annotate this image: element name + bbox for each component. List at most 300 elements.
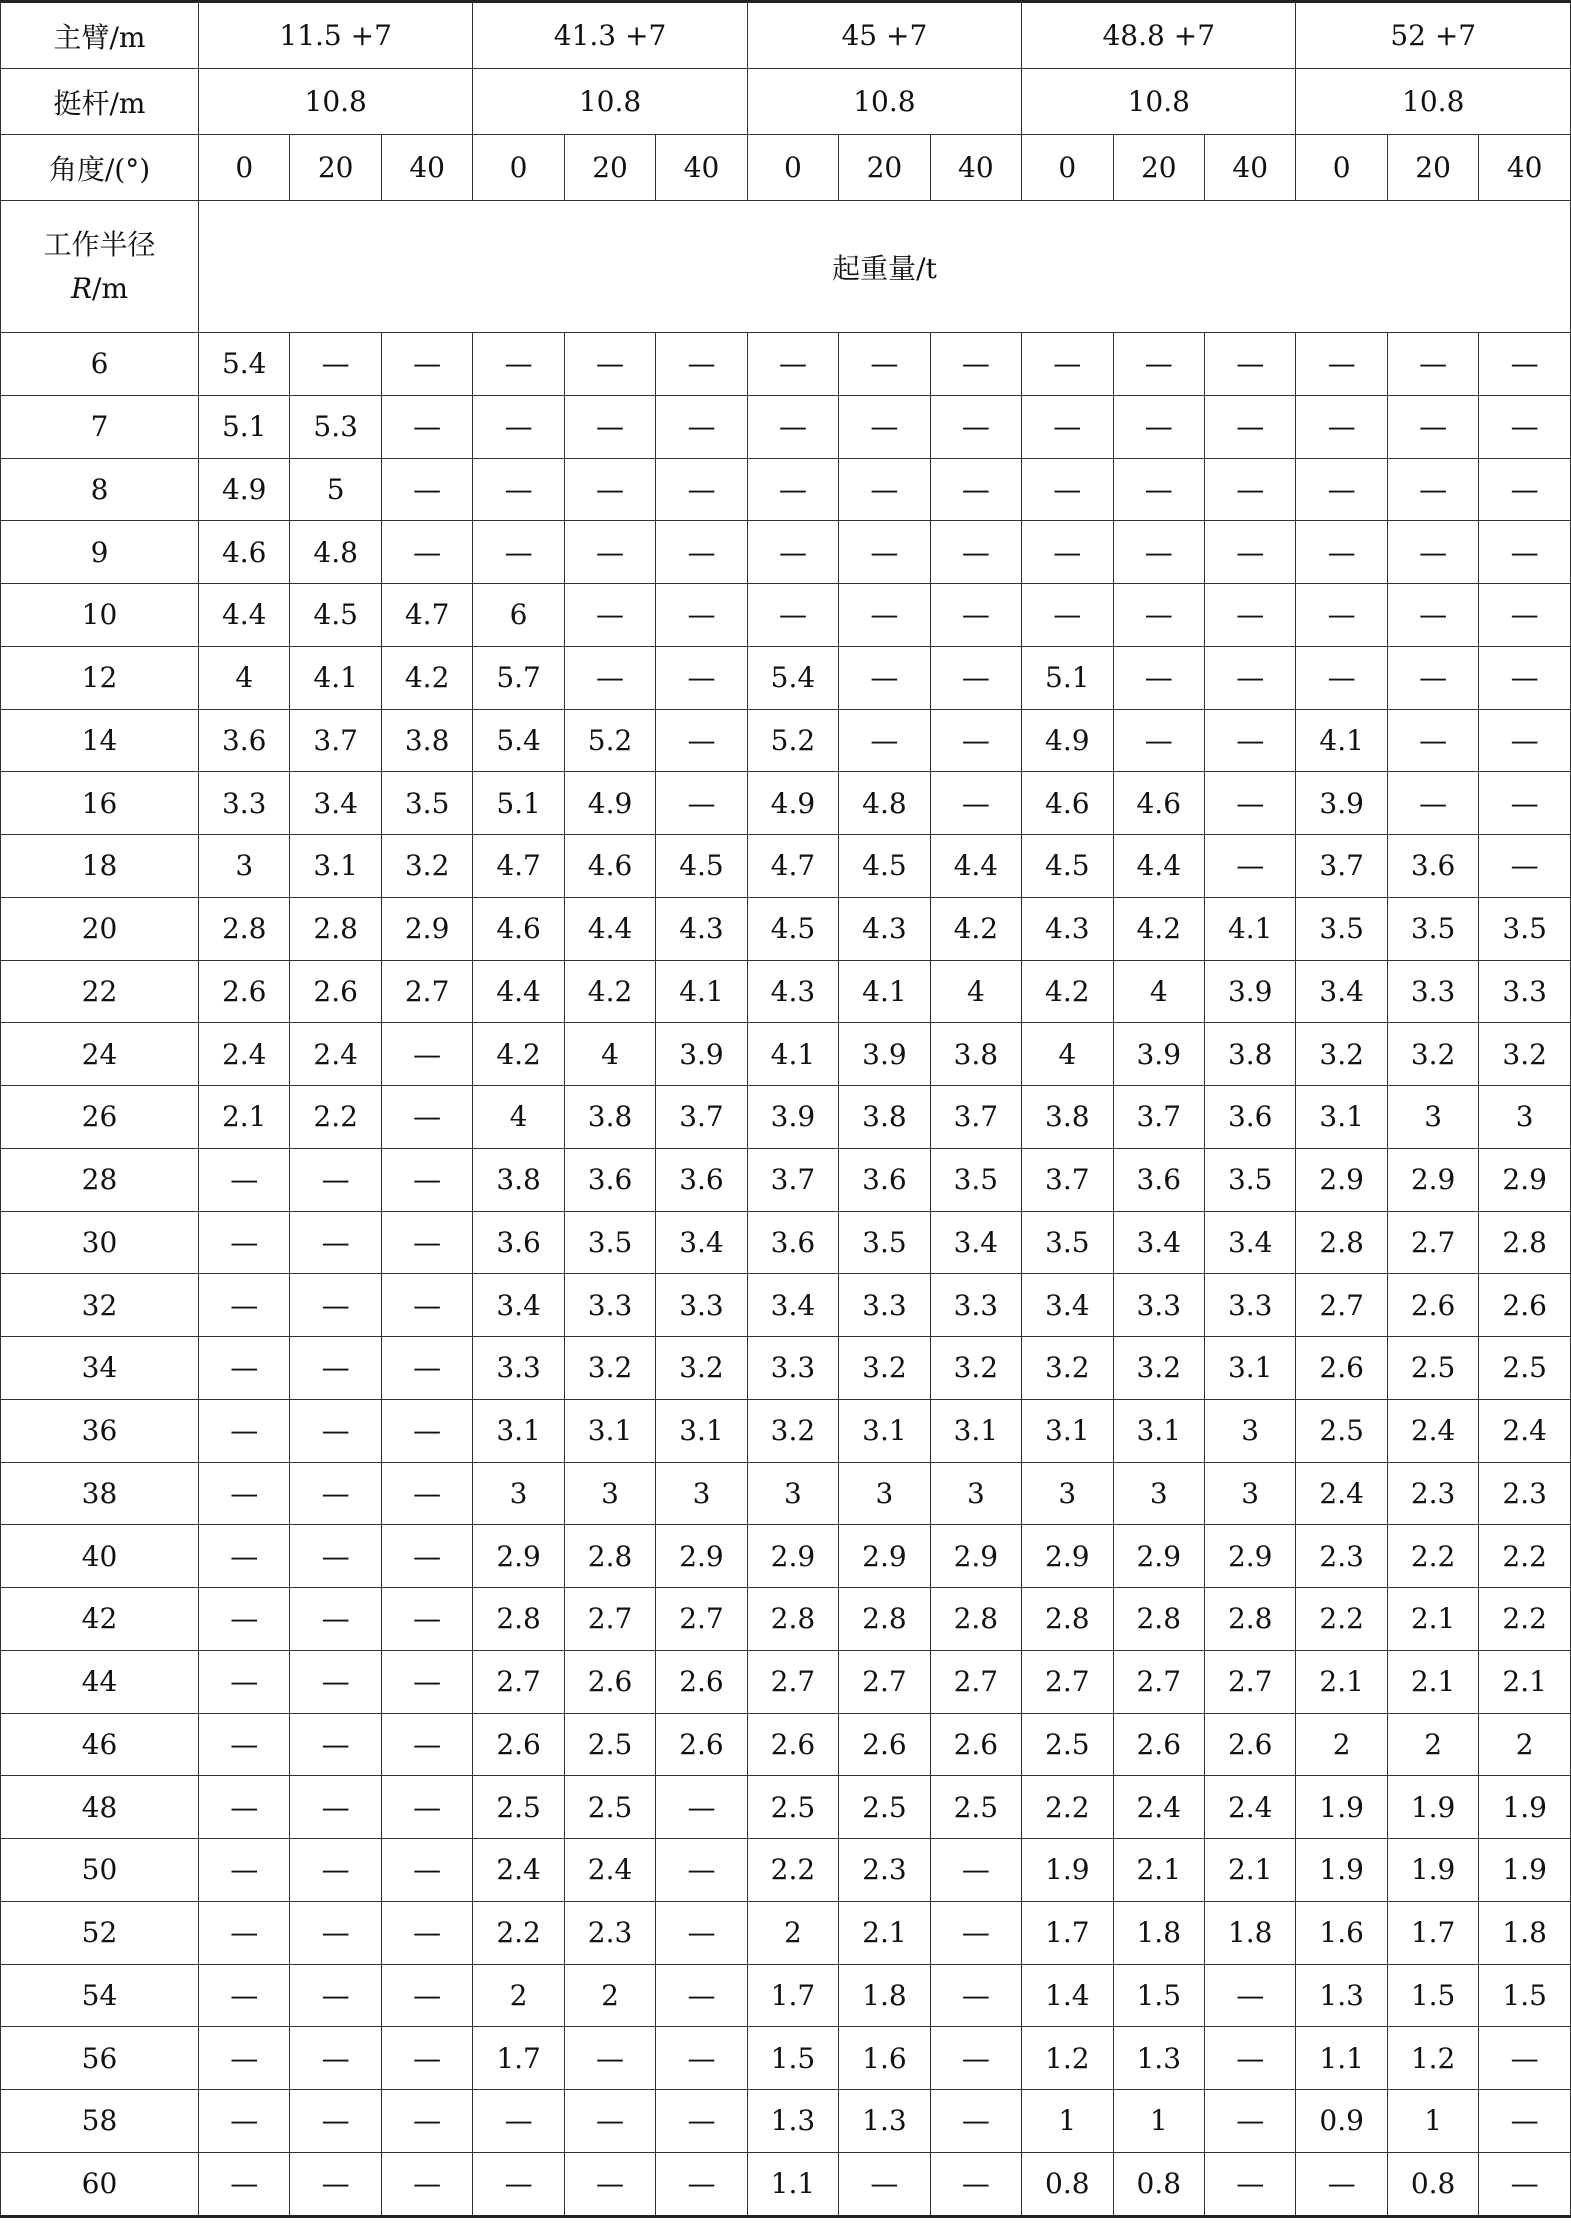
capacity-cell: — xyxy=(839,333,930,396)
capacity-cell: — xyxy=(1479,333,1571,396)
capacity-cell: — xyxy=(839,646,930,709)
capacity-cell: 3.6 xyxy=(839,1148,930,1211)
table-row xyxy=(1,897,1571,960)
capacity-cell: 4.6 xyxy=(1113,772,1204,835)
table-row xyxy=(1,772,1571,835)
capacity-cell: — xyxy=(656,584,747,647)
capacity-cell: 4.7 xyxy=(747,835,838,898)
capacity-cell: 3 xyxy=(199,835,290,898)
capacity-cell: 4.5 xyxy=(747,897,838,960)
angle-header-row xyxy=(1,135,1571,201)
capacity-cell: 4.1 xyxy=(1204,897,1295,960)
capacity-cell: — xyxy=(473,521,564,584)
table-row xyxy=(1,395,1571,458)
capacity-cell: — xyxy=(656,772,747,835)
capacity-cell: 1.6 xyxy=(839,2027,930,2090)
capacity-cell: 3.6 xyxy=(473,1211,564,1274)
table-row xyxy=(1,521,1571,584)
capacity-cell: 0.8 xyxy=(1022,2152,1113,2216)
capacity-cell: 4 xyxy=(1022,1023,1113,1086)
capacity-cell: — xyxy=(381,1901,472,1964)
capacity-cell: 2 xyxy=(747,1901,838,1964)
radius-cell: 6 xyxy=(1,333,199,396)
capacity-cell: 1.5 xyxy=(747,2027,838,2090)
capacity-cell: 2.1 xyxy=(1113,1839,1204,1902)
main-boom-header-row xyxy=(1,2,1571,69)
capacity-cell: — xyxy=(381,1839,472,1902)
capacity-cell: 3.1 xyxy=(564,1399,655,1462)
capacity-cell: — xyxy=(1113,395,1204,458)
radius-cell: 44 xyxy=(1,1650,199,1713)
table-row xyxy=(1,1964,1571,2027)
capacity-cell: — xyxy=(381,2090,472,2153)
capacity-cell: — xyxy=(290,1650,381,1713)
capacity-cell: 1.8 xyxy=(1479,1901,1571,1964)
capacity-cell: 3.1 xyxy=(1204,1337,1295,1400)
capacity-cell: 2.6 xyxy=(199,960,290,1023)
capacity-cell: 3.6 xyxy=(747,1211,838,1274)
capacity-cell: 2.7 xyxy=(839,1650,930,1713)
radius-cell: 8 xyxy=(1,458,199,521)
angle-value: 40 xyxy=(1479,135,1571,201)
capacity-cell: 2.9 xyxy=(1113,1525,1204,1588)
main-boom-value-3: 45 +7 xyxy=(747,2,1021,69)
capacity-cell: 3.7 xyxy=(290,709,381,772)
capacity-cell: — xyxy=(473,2152,564,2216)
capacity-cell: 3.3 xyxy=(1387,960,1478,1023)
capacity-cell: — xyxy=(1387,584,1478,647)
capacity-cell: — xyxy=(199,1462,290,1525)
capacity-cell: — xyxy=(839,458,930,521)
capacity-cell: 4.1 xyxy=(1296,709,1387,772)
capacity-cell: 2.5 xyxy=(473,1776,564,1839)
table-row xyxy=(1,1901,1571,1964)
capacity-cell: 1.7 xyxy=(747,1964,838,2027)
capacity-cell: 3.9 xyxy=(1113,1023,1204,1086)
capacity-cell: 2.3 xyxy=(839,1839,930,1902)
capacity-cell: 3.1 xyxy=(1296,1086,1387,1149)
capacity-cell: 3.3 xyxy=(1204,1274,1295,1337)
capacity-cell: — xyxy=(930,2152,1021,2216)
capacity-cell: 2.5 xyxy=(564,1713,655,1776)
capacity-cell: — xyxy=(1479,2027,1571,2090)
radius-cell: 40 xyxy=(1,1525,199,1588)
capacity-cell: — xyxy=(473,2090,564,2153)
capacity-cell: — xyxy=(839,521,930,584)
capacity-cell: 3.3 xyxy=(473,1337,564,1400)
capacity-cell: 4.4 xyxy=(930,835,1021,898)
capacity-cell: — xyxy=(1479,772,1571,835)
radius-capacity-header-row xyxy=(1,201,1571,333)
capacity-cell: — xyxy=(656,646,747,709)
capacity-cell: 2.2 xyxy=(290,1086,381,1149)
capacity-cell: — xyxy=(290,1399,381,1462)
capacity-cell: 3.7 xyxy=(656,1086,747,1149)
capacity-cell: — xyxy=(930,395,1021,458)
radius-cell: 20 xyxy=(1,897,199,960)
capacity-cell: 4.7 xyxy=(381,584,472,647)
capacity-cell: — xyxy=(199,2090,290,2153)
table-row xyxy=(1,333,1571,396)
capacity-cell: 3.5 xyxy=(564,1211,655,1274)
radius-cell: 46 xyxy=(1,1713,199,1776)
capacity-cell: 3.6 xyxy=(1387,835,1478,898)
capacity-cell: 2 xyxy=(1296,1713,1387,1776)
capacity-cell: 2.6 xyxy=(656,1650,747,1713)
capacity-cell: — xyxy=(1296,458,1387,521)
capacity-cell: — xyxy=(1022,584,1113,647)
capacity-cell: 3.5 xyxy=(839,1211,930,1274)
capacity-cell: 2.1 xyxy=(1387,1650,1478,1713)
capacity-cell: 3.5 xyxy=(381,772,472,835)
radius-cell: 34 xyxy=(1,1337,199,1400)
capacity-cell: — xyxy=(1479,395,1571,458)
capacity-cell: 2.1 xyxy=(199,1086,290,1149)
capacity-cell: 1.6 xyxy=(1296,1901,1387,1964)
capacity-cell: 3.4 xyxy=(1022,1274,1113,1337)
capacity-cell: — xyxy=(656,1776,747,1839)
capacity-cell: 3 xyxy=(1204,1399,1295,1462)
radius-label xyxy=(1,201,199,333)
capacity-cell: 2.6 xyxy=(1296,1337,1387,1400)
capacity-cell: — xyxy=(1204,458,1295,521)
capacity-cell: 4.2 xyxy=(473,1023,564,1086)
capacity-cell: 5.4 xyxy=(473,709,564,772)
capacity-cell: 2.1 xyxy=(1479,1650,1571,1713)
capacity-cell: 2.4 xyxy=(1113,1776,1204,1839)
capacity-cell: 3.3 xyxy=(747,1337,838,1400)
capacity-cell: 1.9 xyxy=(1479,1776,1571,1839)
angle-value: 0 xyxy=(1296,135,1387,201)
capacity-cell: 1.4 xyxy=(1022,1964,1113,2027)
radius-label-line2 xyxy=(1,267,198,310)
capacity-cell: 2.7 xyxy=(1022,1650,1113,1713)
capacity-cell: — xyxy=(1022,521,1113,584)
capacity-cell: 1.8 xyxy=(1204,1901,1295,1964)
capacity-cell: 3.7 xyxy=(1296,835,1387,898)
main-boom-value-1: 11.5 +7 xyxy=(199,2,473,69)
capacity-cell: 1.3 xyxy=(839,2090,930,2153)
capacity-cell: 2.9 xyxy=(1204,1525,1295,1588)
capacity-cell: 3.2 xyxy=(747,1399,838,1462)
capacity-cell: 5.7 xyxy=(473,646,564,709)
capacity-cell: — xyxy=(381,1588,472,1651)
capacity-cell: — xyxy=(930,1839,1021,1902)
capacity-cell: — xyxy=(381,521,472,584)
capacity-cell: 4.2 xyxy=(564,960,655,1023)
capacity-cell: — xyxy=(1479,2152,1571,2216)
capacity-cell: 4 xyxy=(473,1086,564,1149)
capacity-cell: 2.7 xyxy=(564,1588,655,1651)
capacity-cell: 4.5 xyxy=(839,835,930,898)
capacity-cell: 2.7 xyxy=(1113,1650,1204,1713)
radius-symbol: R xyxy=(70,271,93,305)
capacity-cell: — xyxy=(564,521,655,584)
capacity-cell: — xyxy=(656,2090,747,2153)
capacity-cell: 2.7 xyxy=(1204,1650,1295,1713)
capacity-cell: — xyxy=(564,646,655,709)
table-row xyxy=(1,1274,1571,1337)
capacity-cell: 2.3 xyxy=(564,1901,655,1964)
capacity-cell: — xyxy=(1296,395,1387,458)
capacity-cell: 1.9 xyxy=(1296,1839,1387,1902)
angle-label: 角度/(°) xyxy=(1,135,199,201)
capacity-cell: 3.1 xyxy=(1022,1399,1113,1462)
capacity-cell: 2.5 xyxy=(747,1776,838,1839)
capacity-cell: 2.6 xyxy=(747,1713,838,1776)
capacity-cell: — xyxy=(1113,333,1204,396)
capacity-cell: — xyxy=(564,333,655,396)
capacity-cell: 3.3 xyxy=(564,1274,655,1337)
capacity-cell: — xyxy=(1479,458,1571,521)
capacity-cell: — xyxy=(1204,521,1295,584)
angle-value: 20 xyxy=(1113,135,1204,201)
capacity-cell: 3.6 xyxy=(199,709,290,772)
table-row xyxy=(1,1462,1571,1525)
capacity-cell: 3.8 xyxy=(473,1148,564,1211)
capacity-cell: — xyxy=(1479,584,1571,647)
capacity-cell: — xyxy=(290,1274,381,1337)
capacity-cell: — xyxy=(747,458,838,521)
capacity-cell: — xyxy=(930,646,1021,709)
capacity-cell: — xyxy=(1204,584,1295,647)
jib-value-4: 10.8 xyxy=(1022,69,1296,135)
capacity-cell: 4.3 xyxy=(1022,897,1113,960)
capacity-cell: 4.3 xyxy=(747,960,838,1023)
capacity-cell: — xyxy=(473,333,564,396)
capacity-cell: — xyxy=(199,1839,290,1902)
capacity-cell: 3.5 xyxy=(1022,1211,1113,1274)
capacity-cell: 3.5 xyxy=(1296,897,1387,960)
capacity-cell: — xyxy=(1113,458,1204,521)
capacity-cell: 2.9 xyxy=(1479,1148,1571,1211)
capacity-cell: 4.7 xyxy=(473,835,564,898)
capacity-cell: 4.4 xyxy=(473,960,564,1023)
capacity-cell: — xyxy=(1204,2027,1295,2090)
radius-unit: /m xyxy=(92,271,129,305)
capacity-cell: 2.3 xyxy=(1387,1462,1478,1525)
capacity-cell: 3.2 xyxy=(1113,1337,1204,1400)
capacity-cell: 2.8 xyxy=(564,1525,655,1588)
capacity-cell: — xyxy=(1479,835,1571,898)
capacity-cell: 1.9 xyxy=(1387,1776,1478,1839)
capacity-cell: 3.9 xyxy=(1204,960,1295,1023)
capacity-cell: 1.7 xyxy=(1022,1901,1113,1964)
capacity-cell: 1.1 xyxy=(1296,2027,1387,2090)
radius-cell: 36 xyxy=(1,1399,199,1462)
table-row xyxy=(1,1023,1571,1086)
capacity-cell: 2.5 xyxy=(1296,1399,1387,1462)
capacity-cell: 2.9 xyxy=(930,1525,1021,1588)
capacity-cell: — xyxy=(930,584,1021,647)
capacity-cell: 3.3 xyxy=(930,1274,1021,1337)
capacity-cell: 2.5 xyxy=(1022,1713,1113,1776)
capacity-cell: — xyxy=(656,458,747,521)
capacity-cell: — xyxy=(839,395,930,458)
capacity-cell: 3.2 xyxy=(1296,1023,1387,1086)
main-boom-value-2: 41.3 +7 xyxy=(473,2,747,69)
capacity-cell: — xyxy=(1387,458,1478,521)
radius-label-line1: 工作半径 xyxy=(43,228,156,262)
capacity-cell: 3.3 xyxy=(199,772,290,835)
angle-value: 40 xyxy=(381,135,472,201)
capacity-cell: — xyxy=(564,2152,655,2216)
capacity-cell: 4.6 xyxy=(564,835,655,898)
capacity-cell: — xyxy=(199,1399,290,1462)
capacity-cell: — xyxy=(199,1588,290,1651)
capacity-cell: 2 xyxy=(1387,1713,1478,1776)
capacity-cell: — xyxy=(290,1713,381,1776)
capacity-cell: — xyxy=(1387,521,1478,584)
capacity-cell: 2.1 xyxy=(1296,1650,1387,1713)
jib-value-2: 10.8 xyxy=(473,69,747,135)
capacity-cell: 2.8 xyxy=(1022,1588,1113,1651)
table-row xyxy=(1,835,1571,898)
capacity-cell: — xyxy=(381,1776,472,1839)
radius-cell: 9 xyxy=(1,521,199,584)
capacity-cell: 4.5 xyxy=(656,835,747,898)
table-row xyxy=(1,709,1571,772)
capacity-cell: 3.2 xyxy=(381,835,472,898)
capacity-cell: 1 xyxy=(1387,2090,1478,2153)
capacity-cell: 3.8 xyxy=(1204,1023,1295,1086)
capacity-cell: — xyxy=(381,1337,472,1400)
radius-cell: 52 xyxy=(1,1901,199,1964)
capacity-cell: 4.9 xyxy=(747,772,838,835)
capacity-cell: 1.1 xyxy=(747,2152,838,2216)
capacity-cell: — xyxy=(381,2152,472,2216)
capacity-cell: — xyxy=(656,521,747,584)
radius-cell: 32 xyxy=(1,1274,199,1337)
capacity-cell: 2.6 xyxy=(1479,1274,1571,1337)
capacity-cell: 3 xyxy=(1113,1462,1204,1525)
capacity-cell: 2.4 xyxy=(1387,1399,1478,1462)
capacity-cell: 2.2 xyxy=(1387,1525,1478,1588)
capacity-cell: 2.2 xyxy=(1022,1776,1113,1839)
capacity-cell: — xyxy=(1022,333,1113,396)
capacity-cell: — xyxy=(199,2027,290,2090)
capacity-cell: 3.1 xyxy=(290,835,381,898)
capacity-cell: 4.2 xyxy=(930,897,1021,960)
capacity-cell: 3.2 xyxy=(1387,1023,1478,1086)
capacity-cell: 3.7 xyxy=(930,1086,1021,1149)
capacity-cell: 2.6 xyxy=(839,1713,930,1776)
capacity-cell: 2.5 xyxy=(930,1776,1021,1839)
capacity-cell: — xyxy=(290,1525,381,1588)
capacity-cell: 1.8 xyxy=(839,1964,930,2027)
capacity-cell: 2.9 xyxy=(656,1525,747,1588)
capacity-cell: — xyxy=(747,333,838,396)
capacity-cell: 3.4 xyxy=(930,1211,1021,1274)
capacity-cell: 3.5 xyxy=(1387,897,1478,960)
capacity-cell: 2.4 xyxy=(199,1023,290,1086)
capacity-cell: 1 xyxy=(1022,2090,1113,2153)
capacity-cell: — xyxy=(1387,646,1478,709)
capacity-cell: 4.6 xyxy=(473,897,564,960)
capacity-cell: — xyxy=(381,333,472,396)
capacity-cell: — xyxy=(199,1525,290,1588)
capacity-cell: 3.5 xyxy=(1204,1148,1295,1211)
capacity-cell: 2.5 xyxy=(1479,1337,1571,1400)
capacity-cell: 2.7 xyxy=(1387,1211,1478,1274)
table-row xyxy=(1,1525,1571,1588)
capacity-cell: 3.6 xyxy=(1113,1148,1204,1211)
capacity-cell: — xyxy=(290,2152,381,2216)
angle-value: 20 xyxy=(290,135,381,201)
capacity-cell: 3.4 xyxy=(747,1274,838,1337)
capacity-cell: 1.8 xyxy=(1113,1901,1204,1964)
capacity-cell: — xyxy=(930,709,1021,772)
capacity-cell: 2.8 xyxy=(1296,1211,1387,1274)
capacity-cell: 2.6 xyxy=(656,1713,747,1776)
capacity-cell: 2.7 xyxy=(381,960,472,1023)
capacity-cell: 3 xyxy=(1387,1086,1478,1149)
capacity-cell: 3.1 xyxy=(473,1399,564,1462)
capacity-cell: 3.4 xyxy=(1113,1211,1204,1274)
radius-cell: 50 xyxy=(1,1839,199,1902)
capacity-cell: — xyxy=(1296,646,1387,709)
capacity-cell: 2.8 xyxy=(930,1588,1021,1651)
capacity-cell: 2.7 xyxy=(747,1650,838,1713)
capacity-cell: — xyxy=(1479,646,1571,709)
capacity-cell: 4.4 xyxy=(1113,835,1204,898)
capacity-cell: — xyxy=(290,1901,381,1964)
capacity-cell: 0.8 xyxy=(1387,2152,1478,2216)
capacity-cell: 2.8 xyxy=(1113,1588,1204,1651)
capacity-cell: — xyxy=(290,1588,381,1651)
capacity-cell: — xyxy=(656,1964,747,2027)
capacity-cell: 5.4 xyxy=(747,646,838,709)
capacity-cell: — xyxy=(656,333,747,396)
capacity-cell: 3.4 xyxy=(1204,1211,1295,1274)
capacity-cell: 1.2 xyxy=(1387,2027,1478,2090)
jib-header-row xyxy=(1,69,1571,135)
capacity-cell: — xyxy=(199,1964,290,2027)
capacity-cell: 2.9 xyxy=(1022,1525,1113,1588)
capacity-cell: — xyxy=(199,1274,290,1337)
angle-value: 0 xyxy=(199,135,290,201)
capacity-cell: — xyxy=(930,1901,1021,1964)
capacity-cell: 3 xyxy=(473,1462,564,1525)
capacity-cell: — xyxy=(1022,395,1113,458)
capacity-cell: 3 xyxy=(930,1462,1021,1525)
capacity-cell: 3 xyxy=(839,1462,930,1525)
angle-value: 0 xyxy=(1022,135,1113,201)
capacity-cell: 2.7 xyxy=(473,1650,564,1713)
capacity-cell: 3.1 xyxy=(656,1399,747,1462)
capacity-cell: — xyxy=(290,1964,381,2027)
capacity-cell: 4 xyxy=(930,960,1021,1023)
capacity-cell: 2.2 xyxy=(1479,1525,1571,1588)
capacity-cell: 2.8 xyxy=(199,897,290,960)
capacity-cell: 5.3 xyxy=(290,395,381,458)
capacity-cell: 3 xyxy=(1479,1086,1571,1149)
capacity-cell: — xyxy=(199,1650,290,1713)
capacity-cell: 4.8 xyxy=(839,772,930,835)
capacity-cell: 2.1 xyxy=(1387,1588,1478,1651)
capacity-cell: — xyxy=(656,709,747,772)
capacity-cell: 4.1 xyxy=(290,646,381,709)
capacity-cell: 3 xyxy=(1022,1462,1113,1525)
capacity-cell: 4.1 xyxy=(747,1023,838,1086)
capacity-cell: — xyxy=(1387,772,1478,835)
capacity-cell: 2.5 xyxy=(564,1776,655,1839)
table-row xyxy=(1,1337,1571,1400)
capacity-cell: — xyxy=(839,709,930,772)
capacity-cell: — xyxy=(290,1148,381,1211)
capacity-cell: 5.1 xyxy=(1022,646,1113,709)
capacity-cell: 5.2 xyxy=(747,709,838,772)
